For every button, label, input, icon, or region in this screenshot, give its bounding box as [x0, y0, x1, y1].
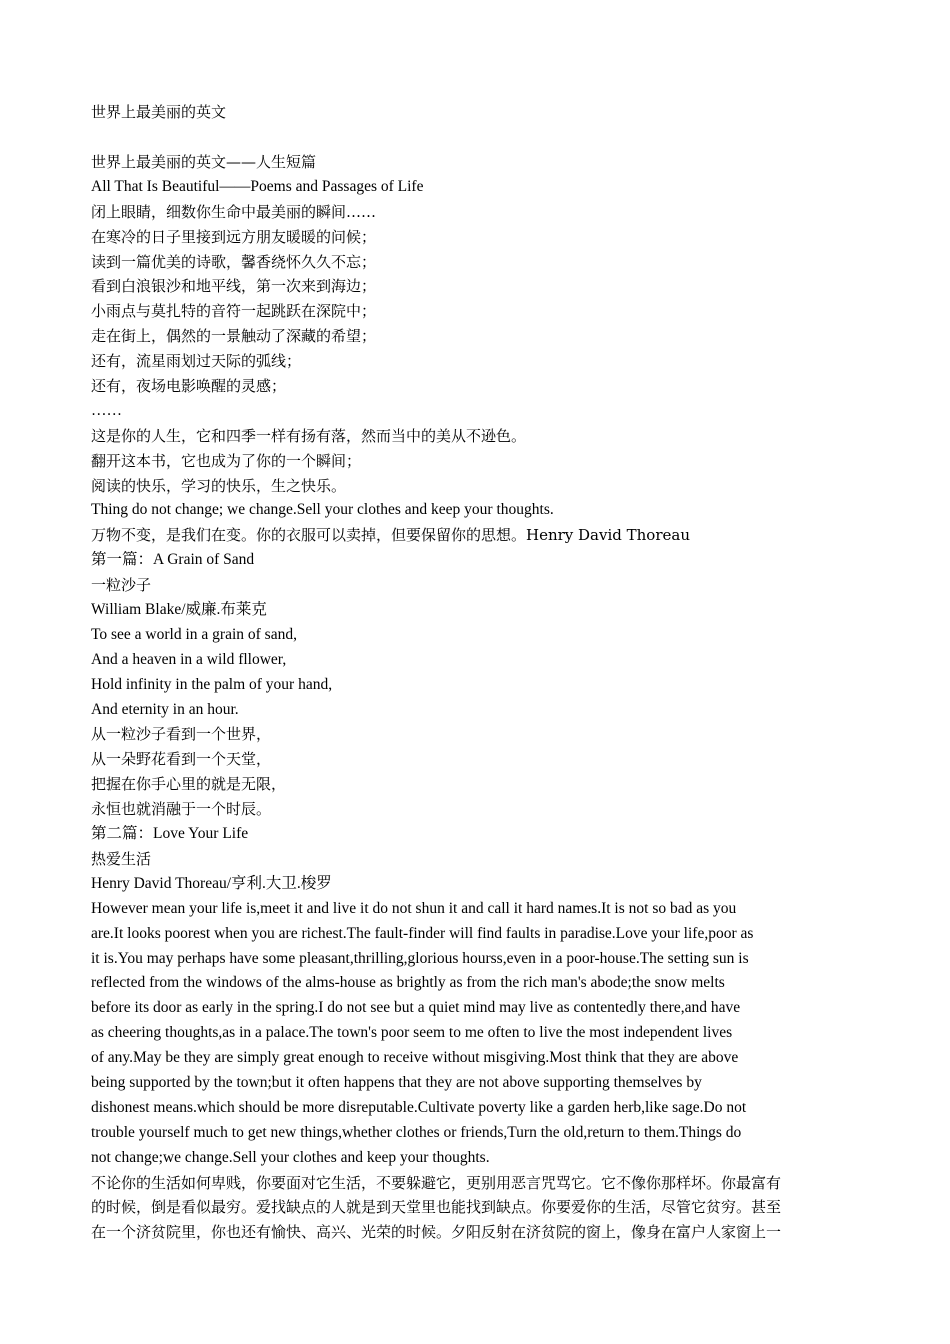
text-line: 第二篇：Love Your Life	[91, 825, 249, 843]
paragraph-line: are.It looks poorest when you are richest.The fault-finder will find faults in paradise.Love your life,poor as	[91, 924, 754, 942]
paragraph-line: reflected from the windows of the alms-house as brightly as from the rich man's abode;the snow melts	[91, 974, 725, 992]
paragraph-line: trouble yourself much to get new things,whether clothes or friends,Turn the old,return to them.Things do	[91, 1123, 742, 1141]
chinese-paragraph	[91, 1171, 871, 1246]
text-line: 看到白浪银沙和地平线，第一次来到海边；	[91, 277, 377, 296]
text-line: 小雨点与莫扎特的音符一起跳跃在深院中；	[91, 302, 377, 321]
text-line: 把握在你手心里的就是无限，	[91, 775, 287, 794]
text-line: 还有，流星雨划过天际的弧线；	[91, 352, 302, 371]
paragraph-line: 不论你的生活如何卑贱，你要面对它生活，不要躲避它，更别用恶言咒骂它。它不像你那样坏。你最富有	[91, 1173, 782, 1192]
text-line: Henry David Thoreau/亨利.大卫.梭罗	[91, 874, 332, 892]
text-line: 这是你的人生，它和四季一样有扬有落，然而当中的美从不逊色。	[91, 426, 527, 445]
text-line: Thing do not change; we change.Sell your clothes and keep your thoughts.	[91, 501, 554, 519]
text-line: 在寒冷的日子里接到远方朋友暖暖的问候；	[91, 227, 377, 246]
text-line: ……	[91, 401, 122, 419]
text-line: All That Is Beautiful——Poems and Passages of Life	[91, 177, 424, 195]
text-line: 一粒沙子	[91, 576, 152, 595]
paragraph-line: not change;we change.Sell your clothes and keep your thoughts.	[91, 1148, 490, 1166]
text-line: 走在街上，偶然的一景触动了深藏的希望；	[91, 327, 377, 346]
text-line: 从一粒沙子看到一个世界，	[91, 725, 272, 744]
text-line: 读到一篇优美的诗歌，馨香绕怀久久不忘；	[91, 252, 377, 271]
text-line: 闭上眼睛，细数你生命中最美丽的瞬间……	[91, 202, 377, 221]
text-line: And a heaven in a wild fllower,	[91, 650, 287, 668]
text-line: 翻开这本书，它也成为了你的一个瞬间；	[91, 451, 362, 470]
document-title: 世界上最美丽的英文	[91, 103, 227, 121]
text-line: 从一朵野花看到一个天堂，	[91, 750, 272, 769]
text-line: 还有，夜场电影唤醒的灵感；	[91, 377, 287, 396]
paragraph-line: as cheering thoughts,as in a palace.The town's poor seem to me often to live the most independent lives	[91, 1024, 733, 1042]
paragraph-line: of any.May be they are simply great enough to receive without misgiving.Most think that they are above	[91, 1049, 739, 1067]
text-line: William Blake/威廉.布莱克	[91, 601, 267, 619]
paragraph-line: dishonest means.which should be more disreputable.Cultivate poverty like a garden herb,like sage.Do not	[91, 1098, 747, 1116]
document-body	[91, 150, 871, 1245]
paragraph-line: However mean your life is,meet it and live it do not shun it and call it hard names.It is not so bad as you	[91, 899, 737, 917]
text-lines	[91, 150, 871, 897]
paragraph-line: 的时候，倒是看似最穷。爱找缺点的人就是到天堂里也能找到缺点。你要爱你的生活，尽管它贫穷。甚至	[91, 1198, 782, 1217]
paragraph-line: being supported by the town;but it often happens that they are not above supporting themselves by	[91, 1073, 702, 1091]
text-line: 阅读的快乐，学习的快乐，生之快乐。	[91, 476, 347, 495]
english-paragraph	[91, 897, 871, 1171]
text-line: Hold infinity in the palm of your hand,	[91, 675, 333, 693]
text-line: To see a world in a grain of sand,	[91, 625, 297, 643]
paragraph-line: 在一个济贫院里，你也还有愉快、高兴、光荣的时候。夕阳反射在济贫院的窗上，像身在富户人家窗上一	[91, 1223, 782, 1242]
paragraph-line: before its door as early in the spring.I do not see but a quiet mind may live as contentedly there,and have	[91, 999, 741, 1017]
text-line: 第一篇：A Grain of Sand	[91, 551, 255, 569]
paragraph-line: it is.You may perhaps have some pleasant,thrilling,glorious hourss,even in a poor-house.The setting sun is	[91, 949, 749, 967]
text-line: 永恒也就消融于一个时辰。	[91, 800, 272, 819]
text-line: And eternity in an hour.	[91, 700, 239, 718]
text-line: 热爱生活	[91, 849, 152, 868]
text-line: 万物不变，是我们在变。你的衣服可以卖掉，但要保留你的思想。Henry David Thoreau	[91, 526, 690, 545]
text-line: 世界上最美丽的英文——人生短篇	[91, 153, 317, 171]
